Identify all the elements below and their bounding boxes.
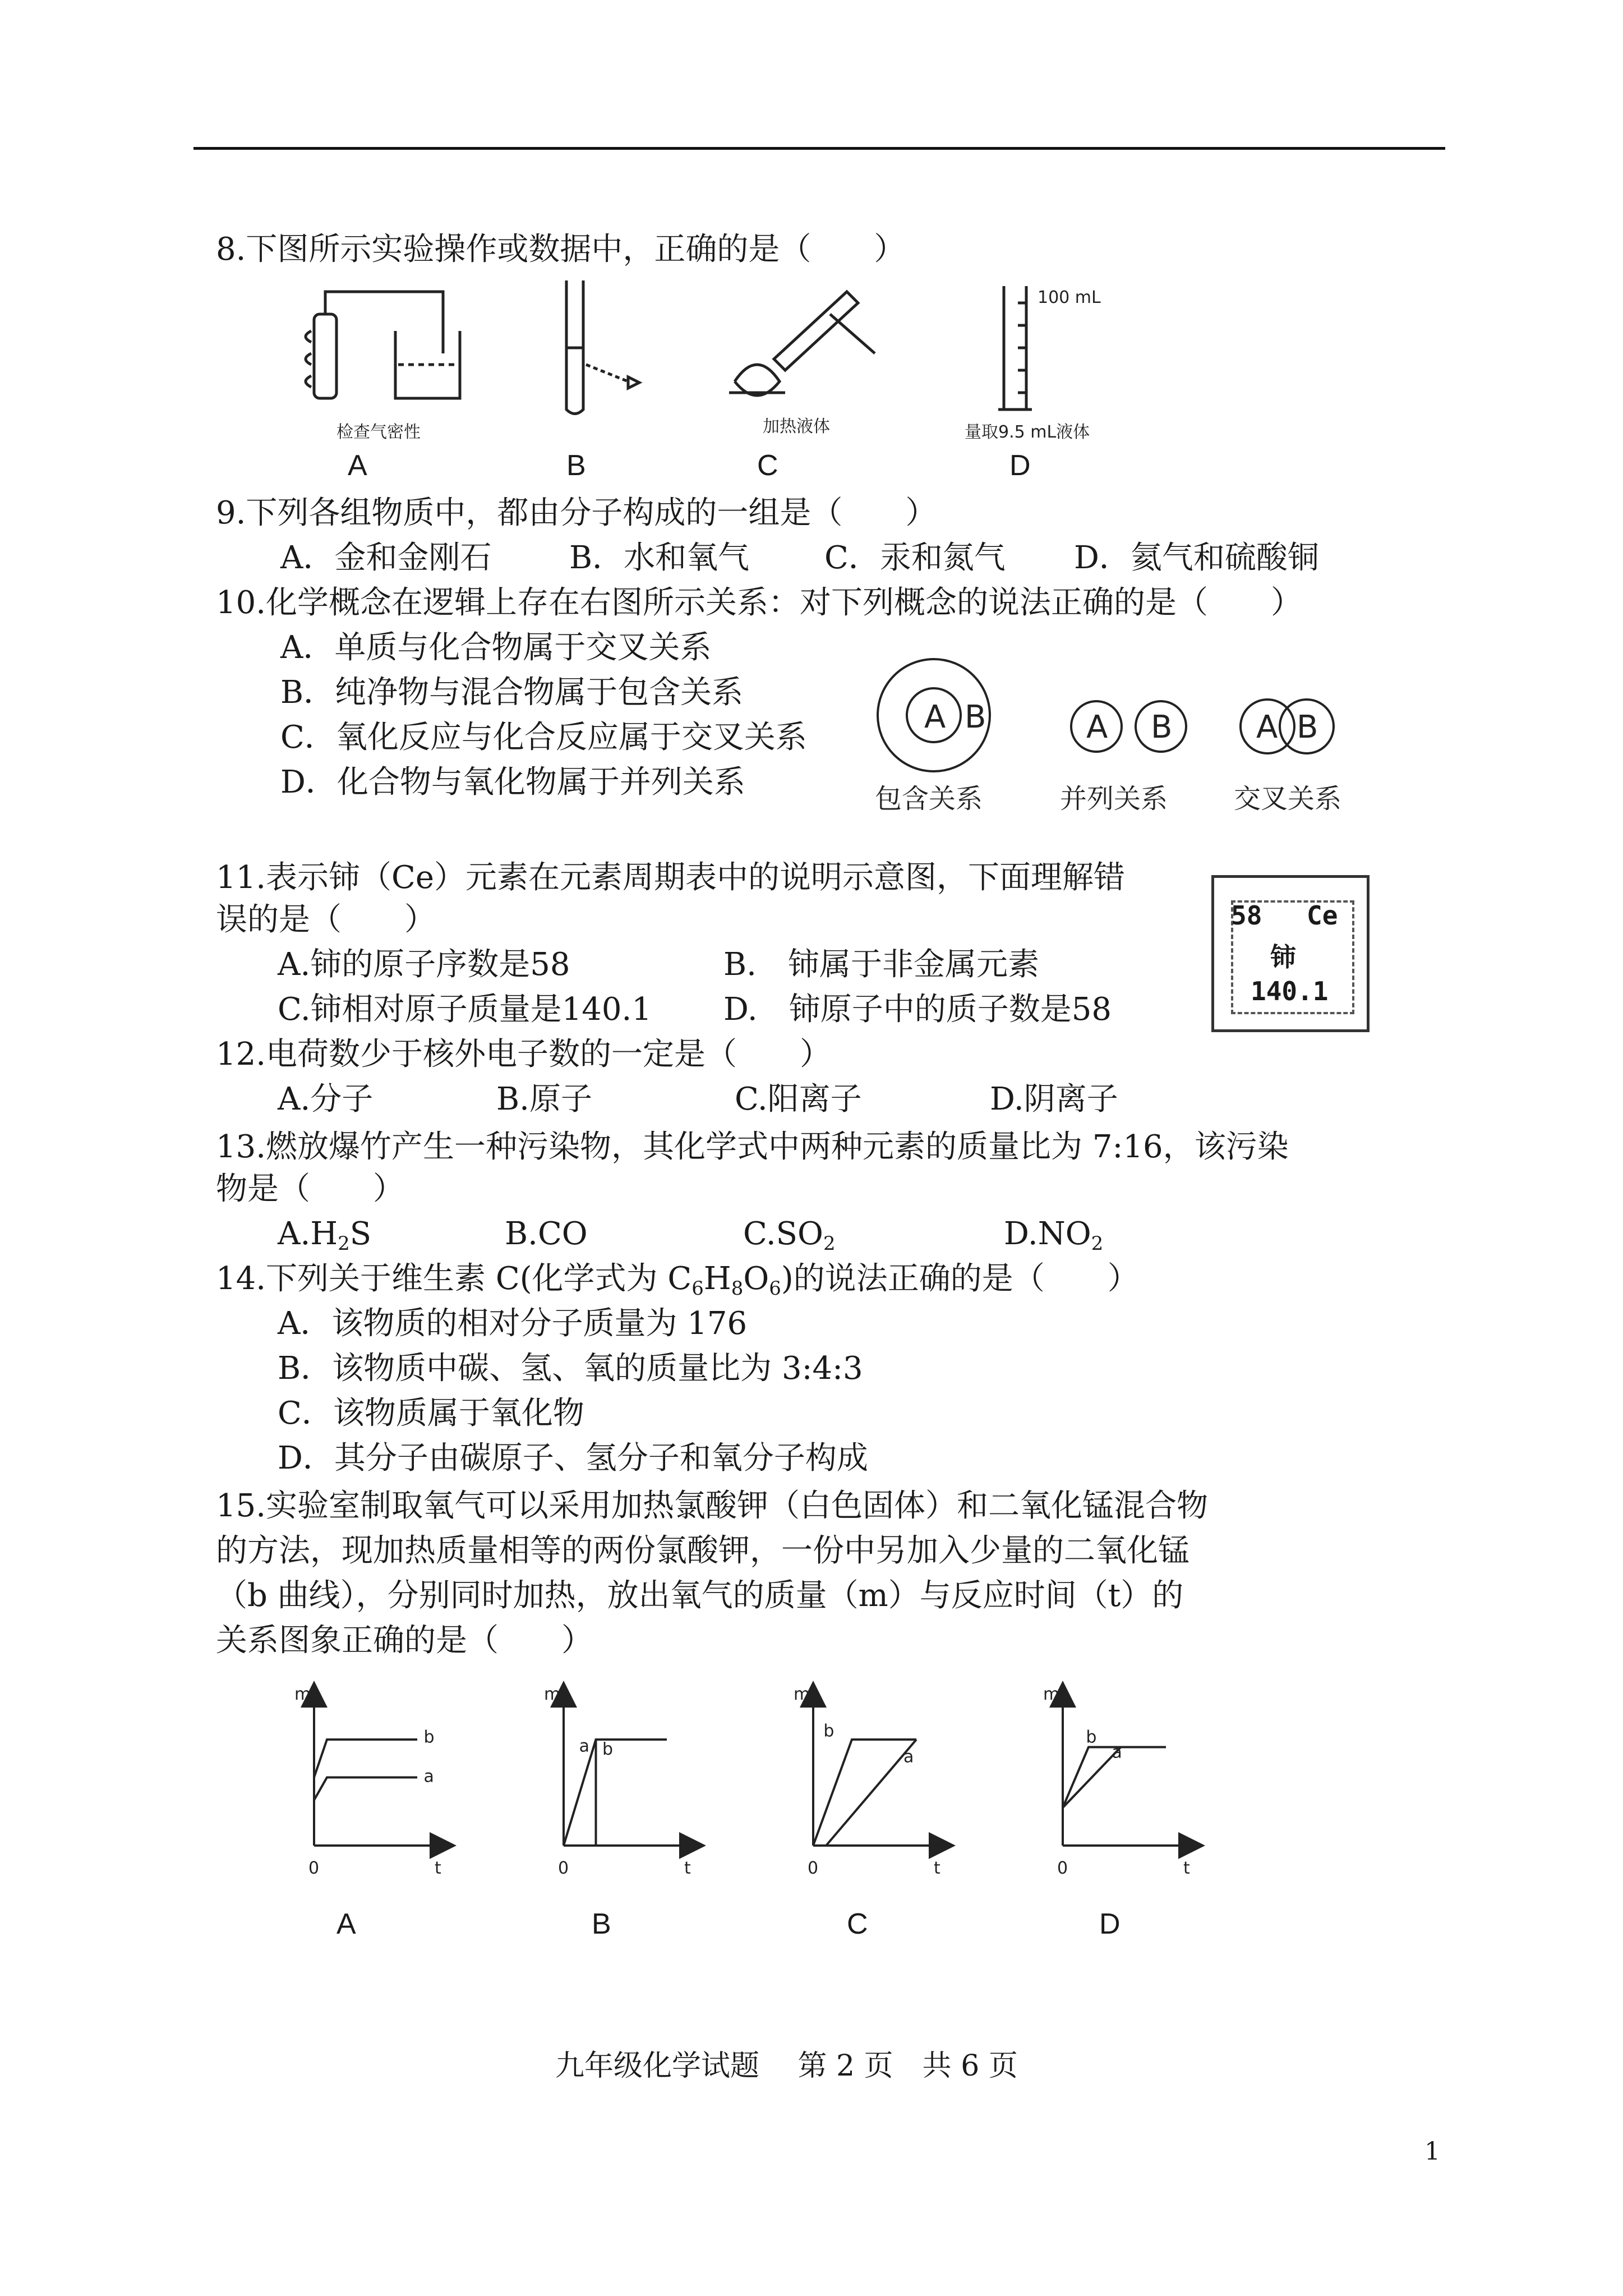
origin-label: 0: [308, 1858, 320, 1878]
curve-b-label: b: [423, 1727, 435, 1747]
curve-a: [314, 1778, 417, 1801]
page-footer: 九年级化学试题 第 2 页 共 6 页: [555, 2049, 1018, 2083]
q8-letter-d: D: [1009, 449, 1031, 482]
cross-letter-a: A: [1256, 709, 1278, 746]
q8-apparatus: [292, 280, 1155, 449]
caption-d: 量取9.5 mL液体: [965, 422, 1090, 442]
curve-b-label: b: [1086, 1727, 1097, 1747]
q8-stem: 8.下图所示实验操作或数据中，正确的是（ ）: [216, 231, 906, 268]
q15-letter-d: D: [1099, 1908, 1121, 1940]
header-rule: [193, 147, 1445, 150]
curve-a: [826, 1740, 916, 1846]
q15-line1: 15.实验室制取氧气可以采用加热氯酸钾（白色固体）和二氧化锰混合物: [216, 1488, 1209, 1524]
caption-a: 检查气密性: [336, 422, 421, 442]
q12-option-b: B.原子: [496, 1081, 592, 1117]
q8-letter-c: C: [757, 449, 778, 482]
curve-a-label: a: [903, 1747, 914, 1767]
element-card-ce: [1211, 875, 1370, 1032]
heating-liquid-figure: [729, 292, 875, 395]
q8-letter-b: B: [566, 449, 586, 482]
q15-letter-c: C: [847, 1908, 868, 1940]
cross-label: 交叉关系: [1234, 783, 1342, 813]
contain-letter-b: B: [965, 699, 986, 735]
q9-option-c: C．汞和氮气: [824, 540, 1006, 576]
q10-relation-diagram: [864, 651, 1391, 813]
y-axis-label: m: [1043, 1685, 1060, 1704]
q15-line2: 的方法，现加热质量相等的两份氯酸钾，一份中另加入少量的二氧化锰: [216, 1533, 1189, 1569]
y-axis-label: m: [294, 1685, 311, 1704]
x-axis-label: t: [1183, 1858, 1190, 1878]
parallel-letter-a: A: [1086, 709, 1108, 746]
q9-option-a: A．金和金刚石: [280, 540, 492, 576]
element-number: 58: [1231, 900, 1262, 931]
q10-stem: 10.化学概念在逻辑上存在右图所示关系：对下列概念的说法正确的是（ ）: [216, 585, 1303, 621]
airtightness-check-figure: [306, 292, 460, 398]
q14-option-a: A．该物质的相对分子质量为 176: [278, 1305, 748, 1342]
q10-option-b: B．纯净物与混合物属于包含关系: [280, 674, 744, 711]
x-axis-label: t: [684, 1858, 691, 1878]
curve-a-label: a: [1112, 1742, 1122, 1763]
curve-a-label: a: [423, 1766, 434, 1787]
q11-option-d: D. 铈原子中的质子数是58: [723, 991, 1112, 1028]
q14-option-b: B．该物质中碳、氢、氧的质量比为 3:4:3: [278, 1350, 863, 1387]
cylinder-label: 100 mL: [1038, 288, 1101, 307]
x-axis-label: t: [934, 1858, 940, 1878]
q9-stem: 9.下列各组物质中，都由分子构成的一组是（ ）: [216, 495, 937, 531]
q12-stem: 12.电荷数少于核外电子数的一定是（ ）: [216, 1036, 832, 1073]
q14-option-c: C．该物质属于氧化物: [278, 1395, 584, 1432]
q13-option-b: B.CO: [505, 1216, 588, 1252]
cross-letter-b: B: [1297, 709, 1318, 746]
element-mass: 140.1: [1251, 976, 1329, 1006]
q9-option-d: D．氦气和硫酸铜: [1074, 540, 1319, 576]
graduated-cylinder-figure: [998, 286, 1032, 409]
x-axis-label: t: [435, 1858, 441, 1878]
q10-option-d: D．化合物与氧化物属于并列关系: [280, 764, 745, 800]
q8-letter-a: A: [348, 449, 367, 482]
element-symbol: Ce: [1307, 900, 1338, 931]
q14-option-d: D．其分子由碳原子、氢分子和氧分子构成: [278, 1440, 868, 1476]
q9-option-b: B．水和氧气: [569, 540, 750, 576]
contain-label: 包含关系: [875, 783, 983, 813]
q15-graphs: [280, 1677, 1234, 1924]
q10-option-c: C．氧化反应与化合反应属于交叉关系: [280, 719, 807, 756]
y-axis-label: m: [544, 1685, 561, 1704]
q13-option-a: $A.H_2S$: [278, 1216, 372, 1255]
q13-option-d: $D.NO_2$: [1004, 1216, 1104, 1255]
contain-letter-a: A: [924, 699, 946, 735]
curve-b-label: b: [823, 1721, 834, 1741]
cylinder-reading-figure: [566, 280, 639, 414]
q12-option-a: A.分子: [278, 1081, 374, 1117]
q11-stem-line1: 11.表示铈（Ce）元素在元素周期表中的说明示意图，下面理解错: [216, 859, 1126, 896]
q13-stem-line2: 物是（ ）: [216, 1171, 404, 1207]
q11-option-a: A.铈的原子序数是58: [278, 946, 570, 983]
y-axis-label: m: [794, 1685, 810, 1704]
parallel-label: 并列关系: [1060, 783, 1168, 813]
q14-stem: 14.下列关于维生素 C(化学式为 $C_6H_8O_6$)的说法正确的是（ ）: [216, 1260, 1139, 1300]
element-name: 铈: [1270, 942, 1296, 972]
q13-stem-line1: 13.燃放爆竹产生一种污染物，其化学式中两种元素的质量比为 7:16，该污染: [216, 1129, 1289, 1165]
q15-line4: 关系图象正确的是（ ）: [216, 1622, 593, 1659]
q12-option-c: C.阳离子: [735, 1081, 862, 1117]
q15-line3: （b 曲线），分别同时加热，放出氧气的质量（m）与反应时间（t）的: [216, 1577, 1184, 1614]
q11-option-c: C.铈相对原子质量是140.1: [278, 991, 652, 1028]
origin-label: 0: [558, 1858, 569, 1878]
origin-label: 0: [1057, 1858, 1068, 1878]
q10-option-a: A．单质与化合物属于交叉关系: [280, 629, 712, 666]
q11-stem-line2: 误的是（ ）: [216, 901, 436, 938]
q12-option-d: D.阴离子: [990, 1081, 1118, 1117]
parallel-letter-b: B: [1151, 709, 1173, 746]
q15-letter-a: A: [336, 1908, 356, 1940]
curve-b: [314, 1740, 417, 1778]
q13-option-c: $C.SO_2$: [743, 1216, 836, 1255]
origin-label: 0: [808, 1858, 819, 1878]
curve-b-label: b: [602, 1740, 614, 1759]
caption-c: 加热液体: [763, 417, 830, 436]
curve-b: [813, 1740, 916, 1846]
page-number: 1: [1424, 2137, 1440, 2166]
curve-a-label: a: [579, 1736, 589, 1756]
q15-letter-b: B: [592, 1908, 611, 1940]
q11-option-b: B. 铈属于非金属元素: [723, 946, 1039, 983]
